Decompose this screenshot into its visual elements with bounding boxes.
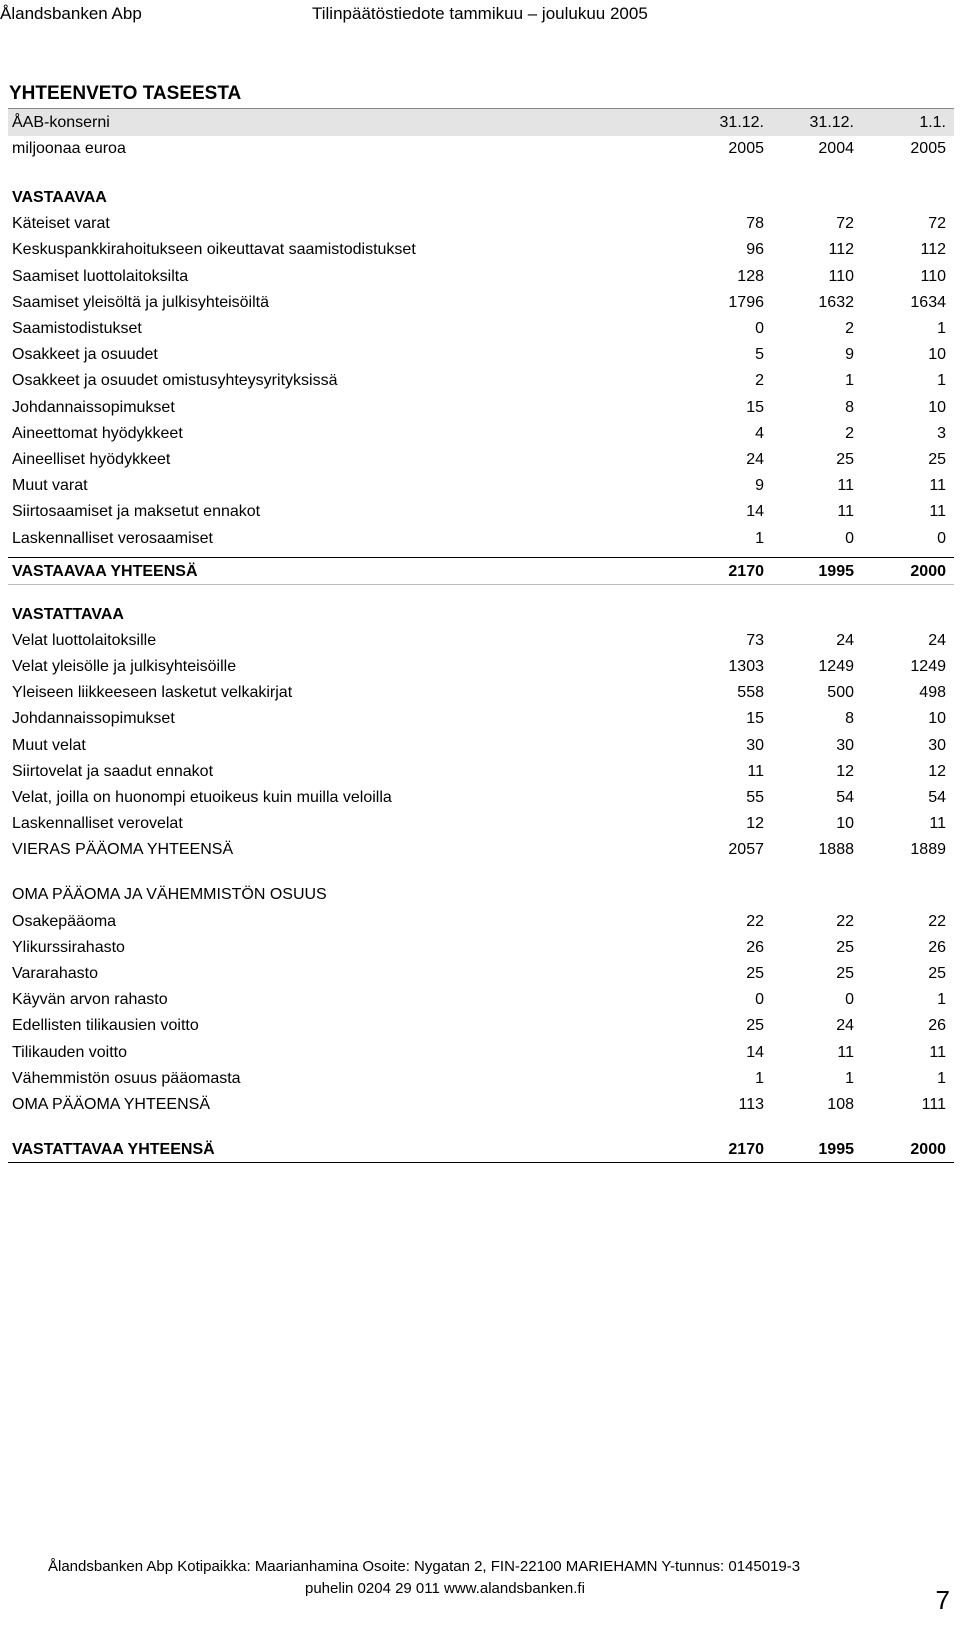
subtotal-row-equity (8, 1092, 954, 1119)
row-value-v1: 12 (746, 815, 764, 833)
table-row (8, 290, 954, 317)
row-label: Käyvän arvon rahasto (12, 991, 168, 1009)
row-value-v3: 72 (928, 215, 946, 233)
row-value-v2: 0 (845, 991, 854, 1009)
col1-date: 31.12. (719, 114, 764, 131)
row-value-v3: 10 (928, 398, 946, 416)
table-row (8, 421, 954, 448)
row-label: Osakkeet ja osuudet (12, 346, 158, 364)
row-value-v1: 96 (746, 241, 764, 259)
row-value-v1: 9 (755, 477, 764, 495)
unit-label: miljoonaa euroa (12, 140, 126, 157)
row-value-v1: 113 (738, 1096, 764, 1114)
row-value-v3: 1889 (910, 841, 946, 859)
row-value-v2: 9 (845, 346, 854, 364)
row-label: Saamiset luottolaitoksilta (12, 267, 189, 285)
section-heading-liabilities (8, 602, 954, 629)
row-label: Laskennalliset verosaamiset (12, 529, 213, 547)
row-value-v2: 25 (836, 938, 854, 956)
row-value-v2: 1 (845, 1069, 854, 1087)
row-value-v2: 0 (845, 529, 854, 547)
grand-total-rule (8, 1162, 954, 1163)
row-value-v1: 0 (755, 991, 764, 1009)
row-label: Muut varat (12, 477, 88, 495)
row-value-v3: 12 (928, 762, 946, 780)
row-value-v2: 72 (836, 215, 854, 233)
row-label: VASTAAVAA YHTEENSÄ (12, 563, 198, 581)
row-value-v1: 30 (746, 736, 764, 754)
row-value-v3: 22 (928, 912, 946, 930)
row-value-v1: 1796 (728, 293, 764, 311)
page-number: 7 (935, 1585, 950, 1615)
row-value-v3: 25 (928, 451, 946, 468)
row-value-v2: 8 (845, 398, 854, 416)
row-value-v3: 1 (937, 991, 946, 1009)
table-row (8, 733, 954, 760)
row-value-v2: 24 (836, 1017, 854, 1035)
row-value-v2: 25 (836, 965, 854, 983)
row-value-v3: 1249 (910, 657, 946, 675)
table-row (8, 759, 954, 786)
row-label: Johdannaissopimukset (12, 710, 175, 728)
row-value-v1: 2170 (728, 1140, 764, 1158)
row-value-v2: 112 (828, 241, 854, 259)
row-value-v1: 15 (746, 398, 764, 416)
row-label: VIERAS PÄÄOMA YHTEENSÄ (12, 841, 234, 859)
table-row (8, 706, 954, 733)
row-label: Käteiset varat (12, 215, 110, 233)
row-value-v1: 11 (747, 762, 764, 780)
row-value-v3: 1634 (910, 293, 946, 311)
table-row (8, 316, 954, 343)
table-row (8, 342, 954, 369)
table-row (8, 785, 954, 812)
row-value-v2: 2 (845, 424, 854, 442)
row-value-v2: 2 (845, 320, 854, 337)
subtotal-row-liabilities (8, 837, 954, 864)
row-value-v2: 1995 (818, 563, 854, 581)
row-value-v1: 0 (755, 320, 764, 337)
section-heading-assets (8, 185, 954, 212)
table-row (8, 211, 954, 238)
group-label: ÅAB-konserni (12, 114, 110, 131)
row-value-v3: 54 (928, 788, 946, 806)
header-report-title: Tilinpäätöstiedote tammikuu – joulukuu 2005 (312, 4, 648, 23)
row-label: Keskuspankkirahoitukseen oikeuttavat saamistodistukset (12, 241, 416, 259)
row-value-v2: 8 (845, 710, 854, 728)
row-value-v2: 22 (836, 912, 854, 930)
row-value-v2: 1249 (818, 657, 854, 675)
row-value-v3: 11 (929, 477, 946, 495)
row-label: Vähemmistön osuus pääomasta (12, 1069, 241, 1087)
row-value-v3: 2000 (910, 563, 946, 581)
row-label: Aineelliset hyödykkeet (12, 451, 171, 468)
row-value-v3: 111 (921, 1096, 946, 1114)
row-value-v2: 11 (837, 477, 854, 495)
row-value-v3: 1 (937, 320, 946, 337)
page-header (0, 4, 960, 30)
row-value-v3: 26 (928, 938, 946, 956)
row-value-v2: 24 (836, 631, 854, 649)
row-value-v1: 1 (755, 1069, 764, 1087)
table-row (8, 395, 954, 422)
row-label: OMA PÄÄOMA YHTEENSÄ (12, 1096, 210, 1114)
table-row (8, 811, 954, 838)
row-value-v3: 498 (919, 684, 946, 702)
row-value-v1: 128 (737, 267, 764, 285)
row-label: Velat yleisölle ja julkisyhteisöille (12, 657, 237, 675)
footer-line-2: puhelin 0204 29 011 www.alandsbanken.fi (305, 1580, 585, 1597)
table-row (8, 499, 954, 526)
table-row (8, 1013, 954, 1040)
row-value-v3: 0 (937, 529, 946, 547)
row-value-v3: 3 (937, 424, 946, 442)
row-value-v1: 4 (755, 424, 764, 442)
row-label: Siirtosaamiset ja maksetut ennakot (12, 503, 261, 521)
row-value-v3: 26 (928, 1017, 946, 1035)
row-label: Siirtovelat ja saadut ennakot (12, 762, 214, 780)
row-value-v1: 22 (746, 912, 764, 930)
col1-year: 2005 (728, 140, 764, 157)
row-value-v1: 55 (746, 788, 764, 806)
row-value-v1: 2 (755, 372, 764, 390)
section-heading-equity (8, 882, 954, 909)
row-value-v1: 26 (746, 938, 764, 956)
col2-date: 31.12. (809, 114, 854, 131)
total-rule-bottom (8, 584, 954, 585)
row-label: Laskennalliset verovelat (12, 815, 183, 833)
row-value-v2: 11 (837, 1043, 854, 1061)
row-label: Velat, joilla on huonompi etuoikeus kuin muilla veloilla (12, 788, 392, 806)
table-row (8, 961, 954, 988)
table-row (8, 368, 954, 395)
row-value-v3: 30 (928, 736, 946, 754)
row-value-v1: 14 (746, 503, 764, 521)
row-value-v2: 54 (836, 788, 854, 806)
row-value-v3: 24 (928, 631, 946, 649)
row-value-v1: 2057 (728, 841, 764, 859)
total-row-assets (8, 559, 954, 586)
row-value-v1: 5 (755, 346, 764, 364)
row-value-v1: 25 (746, 965, 764, 983)
table-row (8, 909, 954, 936)
row-value-v2: 500 (827, 684, 854, 702)
row-value-v2: 11 (837, 503, 854, 521)
total-rule-top (8, 557, 954, 558)
row-value-v1: 14 (746, 1043, 764, 1061)
col3-year: 2005 (910, 140, 946, 157)
row-value-v1: 1303 (728, 657, 764, 675)
row-value-v3: 112 (920, 241, 946, 259)
row-value-v1: 78 (746, 215, 764, 233)
row-value-v1: 25 (746, 1017, 764, 1035)
row-label: Aineettomat hyödykkeet (12, 424, 183, 442)
row-label: Johdannaissopimukset (12, 398, 175, 416)
row-label: Edellisten tilikausien voitto (12, 1017, 199, 1035)
row-value-v1: 2170 (728, 563, 764, 581)
row-label: Vararahasto (12, 965, 98, 983)
row-label: Saamistodistukset (12, 320, 142, 337)
table-row (8, 526, 954, 553)
table-row (8, 628, 954, 655)
table-row (8, 680, 954, 707)
row-value-v2: 25 (836, 451, 854, 468)
row-value-v3: 2000 (910, 1140, 946, 1158)
row-value-v2: 10 (836, 815, 854, 833)
row-value-v1: 73 (746, 631, 764, 649)
row-value-v1: 558 (737, 684, 764, 702)
row-value-v2: 12 (836, 762, 854, 780)
row-label: Osakepääoma (12, 912, 117, 930)
table-row (8, 237, 954, 264)
row-value-v3: 1 (937, 1069, 946, 1087)
footer-line-1: Ålandsbanken Abp Kotipaikka: Maarianhamina Osoite: Nygatan 2, FIN-22100 MARIEHAMN Y-tunnus: 0145019-3 (48, 1558, 801, 1575)
col3-date: 1.1. (919, 114, 946, 131)
row-label: Saamiset yleisöltä ja julkisyhteisöiltä (12, 293, 269, 311)
row-value-v3: 110 (920, 267, 946, 285)
row-value-v3: 10 (928, 346, 946, 364)
row-label: OMA PÄÄOMA JA VÄHEMMISTÖN OSUUS (12, 886, 327, 904)
table-row (8, 987, 954, 1014)
row-value-v2: 108 (827, 1096, 854, 1114)
row-label: Yleiseen liikkeeseen lasketut velkakirjat (12, 684, 293, 702)
row-value-v2: 1995 (818, 1140, 854, 1158)
table-row (8, 264, 954, 291)
column-header-row-2 (8, 135, 954, 162)
row-value-v1: 24 (746, 451, 764, 468)
row-label: Tilikauden voitto (12, 1043, 128, 1061)
grand-total-row (8, 1137, 954, 1164)
row-value-v2: 1 (845, 372, 854, 390)
column-header-row-1 (8, 109, 954, 136)
row-label: Velat luottolaitoksille (12, 631, 157, 649)
row-label: Ylikurssirahasto (12, 938, 125, 956)
row-label: Osakkeet ja osuudet omistusyhteysyrityksissä (12, 372, 338, 390)
row-value-v2: 30 (836, 736, 854, 754)
row-value-v3: 11 (929, 503, 946, 521)
col2-year: 2004 (818, 140, 854, 157)
row-label: Muut velat (12, 736, 86, 754)
row-value-v3: 1 (937, 372, 946, 390)
row-value-v3: 25 (928, 965, 946, 983)
row-value-v2: 1632 (818, 293, 854, 311)
header-company: Ålandsbanken Abp (0, 4, 142, 23)
row-label: VASTATTAVAA (12, 605, 124, 623)
table-row (8, 654, 954, 681)
row-value-v3: 11 (929, 1043, 946, 1061)
row-value-v2: 110 (828, 267, 854, 285)
row-label: VASTAAVAA (12, 189, 107, 206)
row-label: VASTATTAVAA YHTEENSÄ (12, 1140, 215, 1158)
document-title: YHTEENVETO TASEESTA (9, 83, 242, 104)
row-value-v1: 15 (746, 710, 764, 728)
row-value-v3: 11 (929, 815, 946, 833)
table-row (8, 473, 954, 500)
table-row (8, 447, 954, 474)
table-row (8, 935, 954, 962)
table-row (8, 1040, 954, 1067)
row-value-v3: 10 (928, 710, 946, 728)
row-value-v1: 1 (755, 529, 764, 547)
table-row (8, 1066, 954, 1093)
row-value-v2: 1888 (818, 841, 854, 859)
